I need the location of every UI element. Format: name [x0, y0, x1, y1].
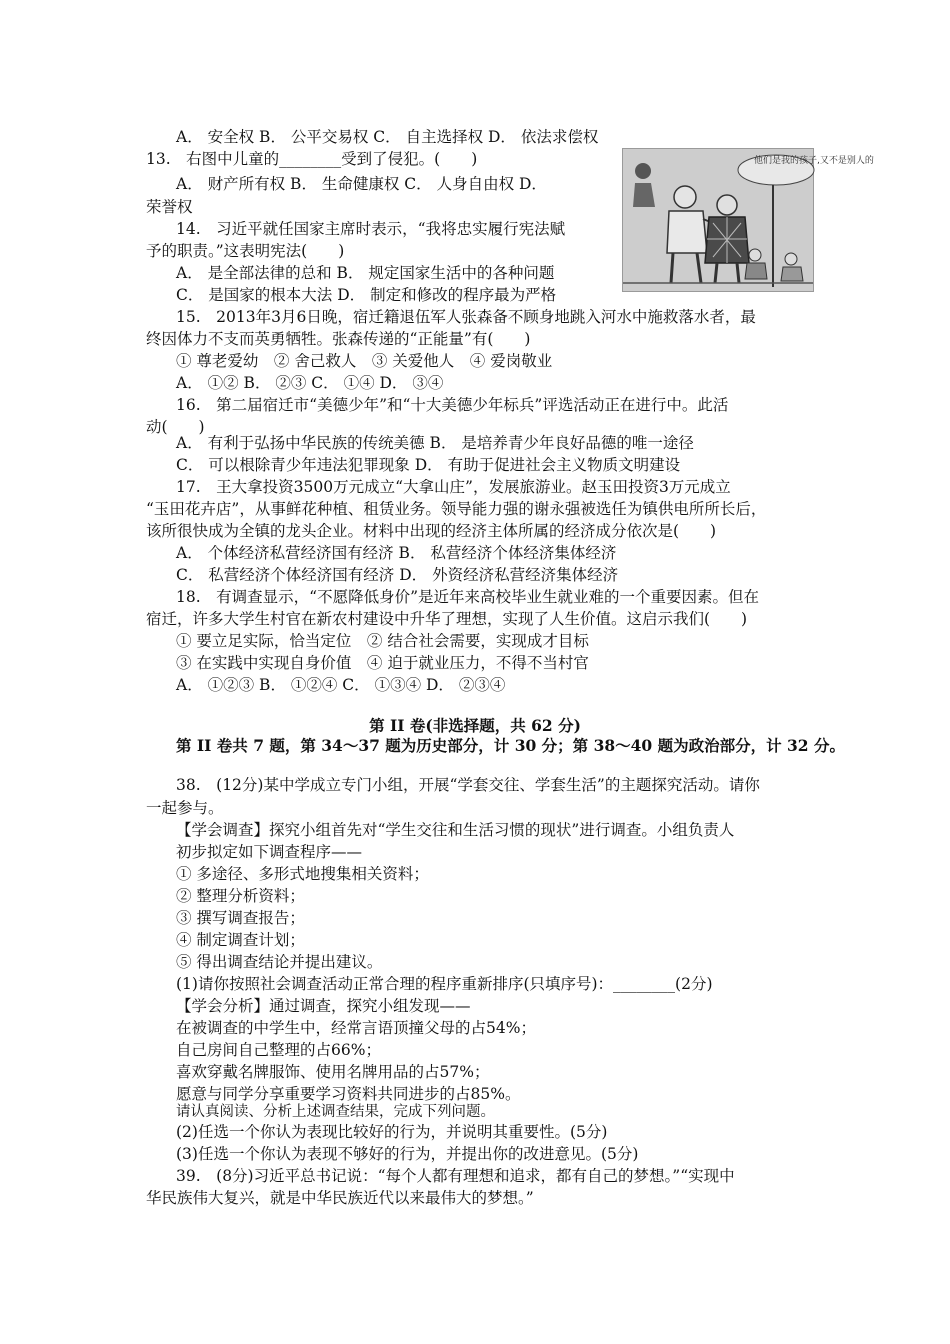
- q17-options-cd: C． 私营经济个体经济国有经济 D． 外资经济私营经济集体经济: [176, 566, 619, 584]
- q16-options-ab: A． 有利于弘扬中华民族的传统美德 B． 是培养青少年良好品德的唯一途径: [176, 434, 694, 452]
- q18-choices-34: ③ 在实践中实现自身价值 ④ 迫于就业压力，不得不当村官: [176, 654, 589, 672]
- q13-options: A． 财产所有权 B． 生命健康权 C． 人身自由权 D．: [176, 175, 547, 193]
- q38-stem-cont: 一起参与。: [146, 799, 224, 817]
- q16-options-cd: C． 可以根除青少年违法犯罪现象 D． 有助于促进社会主义物质文明建设: [176, 456, 681, 474]
- q18-stem-cont: 宿迁，许多大学生村官在新农村建设中升华了理想，实现了人生价值。这启示我们( ): [146, 610, 748, 628]
- q14-stem: 14. 习近平就任国家主席时表示，“我将忠实履行宪法赋: [176, 220, 566, 238]
- q39-stem-cont: 华民族伟大复兴，就是中华民族近代以来最伟大的梦想。”: [146, 1189, 534, 1207]
- q13-options-cont: 荣誉权: [146, 198, 193, 216]
- q14-options-cd: C． 是国家的根本大法 D． 制定和修改的程序最为严格: [176, 286, 557, 304]
- q18-choices-12: ① 要立足实际，恰当定位 ② 结合社会需要，实现成才目标: [176, 632, 589, 650]
- q18-stem: 18. 有调查显示，“不愿降低身价”是近年来高校毕业生就业难的一个重要因素。但在: [176, 588, 760, 606]
- q14-options-ab: A． 是全部法律的总和 B． 规定国家生活中的各种问题: [176, 264, 555, 282]
- q17-options-ab: A． 个体经济私营经济国有经济 B． 私营经济个体经济集体经济: [176, 544, 617, 562]
- q38-result-1: 在被调查的中学生中，经常言语顶撞父母的占54%；: [176, 1019, 536, 1037]
- q38-sub-1: (1)请你按照社会调查活动正常合理的程序重新排序(只填序号)：________(2分): [176, 975, 713, 993]
- part-two-title: 第 II 卷(非选择题，共 62 分): [369, 716, 581, 735]
- q17-stem-cont2: 该所很快成为全镇的龙头企业。材料中出现的经济主体所属的经济成分依次是( ): [146, 522, 717, 540]
- q13-stem: 13. 右图中儿童的________受到了侵犯。( ): [146, 150, 478, 168]
- q17-stem: 17. 王大拿投资3500万元成立“大拿山庄”，发展旅游业。赵玉田投资3万元成立: [176, 478, 731, 496]
- q16-stem-cont: 动( ): [146, 418, 205, 436]
- q15-choices: ① 尊老爱幼 ② 舍己救人 ③ 关爱他人 ④ 爱岗敬业: [176, 352, 553, 370]
- q15-options: A． ①② B． ②③ C． ①④ D． ③④: [176, 374, 444, 392]
- q18-options: A． ①②③ B． ①②④ C． ①③④ D． ②③④: [176, 676, 506, 694]
- q38-step-5: ⑤ 得出调查结论并提出建议。: [176, 953, 383, 971]
- q38-survey-intro-cont: 初步拟定如下调查程序——: [176, 843, 363, 861]
- q38-step-3: ③ 撰写调查报告；: [176, 909, 305, 927]
- part-two-note: 第 II 卷共 7 题，第 34～37 题为历史部分，计 30 分；第 38～40 题为政治部分，计 32 分。: [176, 736, 845, 755]
- q38-sub-2: (2)任选一个你认为表现比较好的行为，并说明其重要性。(5分): [176, 1123, 608, 1141]
- speech-bubble-text: 他们是我的孩子,又不是别人的: [754, 156, 874, 166]
- q38-step-2: ② 整理分析资料；: [176, 887, 305, 905]
- q38-result-2: 自己房间自己整理的占66%；: [176, 1041, 381, 1059]
- q38-result-3: 喜欢穿戴名牌服饰、使用名牌用品的占57%；: [176, 1063, 490, 1081]
- cartoon-illustration-icon: [622, 148, 874, 292]
- cartoon-drawing: [623, 149, 813, 291]
- q39-stem: 39. (8分)习近平总书记说：“每个人都有理想和追求，都有自己的梦想。”“实现中: [176, 1167, 735, 1185]
- q17-stem-cont1: “玉田花卉店”，从事鲜花种植、租赁业务。领导能力强的谢永强被选任为镇供电所所长后，: [146, 500, 767, 518]
- q15-stem-cont: 终因体力不支而英勇牺牲。张森传递的“正能量”有( ): [146, 330, 531, 348]
- q38-instruction: 请认真阅读、分析上述调查结果，完成下列问题。: [176, 1104, 495, 1120]
- q14-stem-cont: 予的职责。”这表明宪法( ): [146, 242, 345, 260]
- q38-analysis-intro: 【学会分析】通过调查，探究小组发现——: [176, 997, 471, 1015]
- q16-stem: 16. 第二届宿迁市“美德少年”和“十大美德少年标兵”评选活动正在进行中。此活: [176, 396, 729, 414]
- q38-result-4: 愿意与同学分享重要学习资料共同进步的占85%。: [176, 1085, 521, 1103]
- q38-survey-intro: 【学会调查】探究小组首先对“学生交往和生活习惯的现状”进行调查。小组负责人: [176, 821, 735, 839]
- q15-stem: 15. 2013年3月6日晚，宿迁籍退伍军人张森备不顾身地跳入河水中施救落水者，最: [176, 308, 756, 326]
- q38-stem: 38. (12分)某中学成立专门小组，开展“学套交往、学套生活”的主题探究活动。请你: [176, 776, 760, 794]
- q38-step-4: ④ 制定调查计划；: [176, 931, 305, 949]
- q38-sub-3: (3)任选一个你认为表现不够好的行为，并提出你的改进意见。(5分): [176, 1145, 639, 1163]
- q38-step-1: ① 多途径、多形式地搜集相关资料；: [176, 865, 429, 883]
- q12-options: A． 安全权 B． 公平交易权 C． 自主选择权 D． 依法求偿权: [176, 128, 599, 146]
